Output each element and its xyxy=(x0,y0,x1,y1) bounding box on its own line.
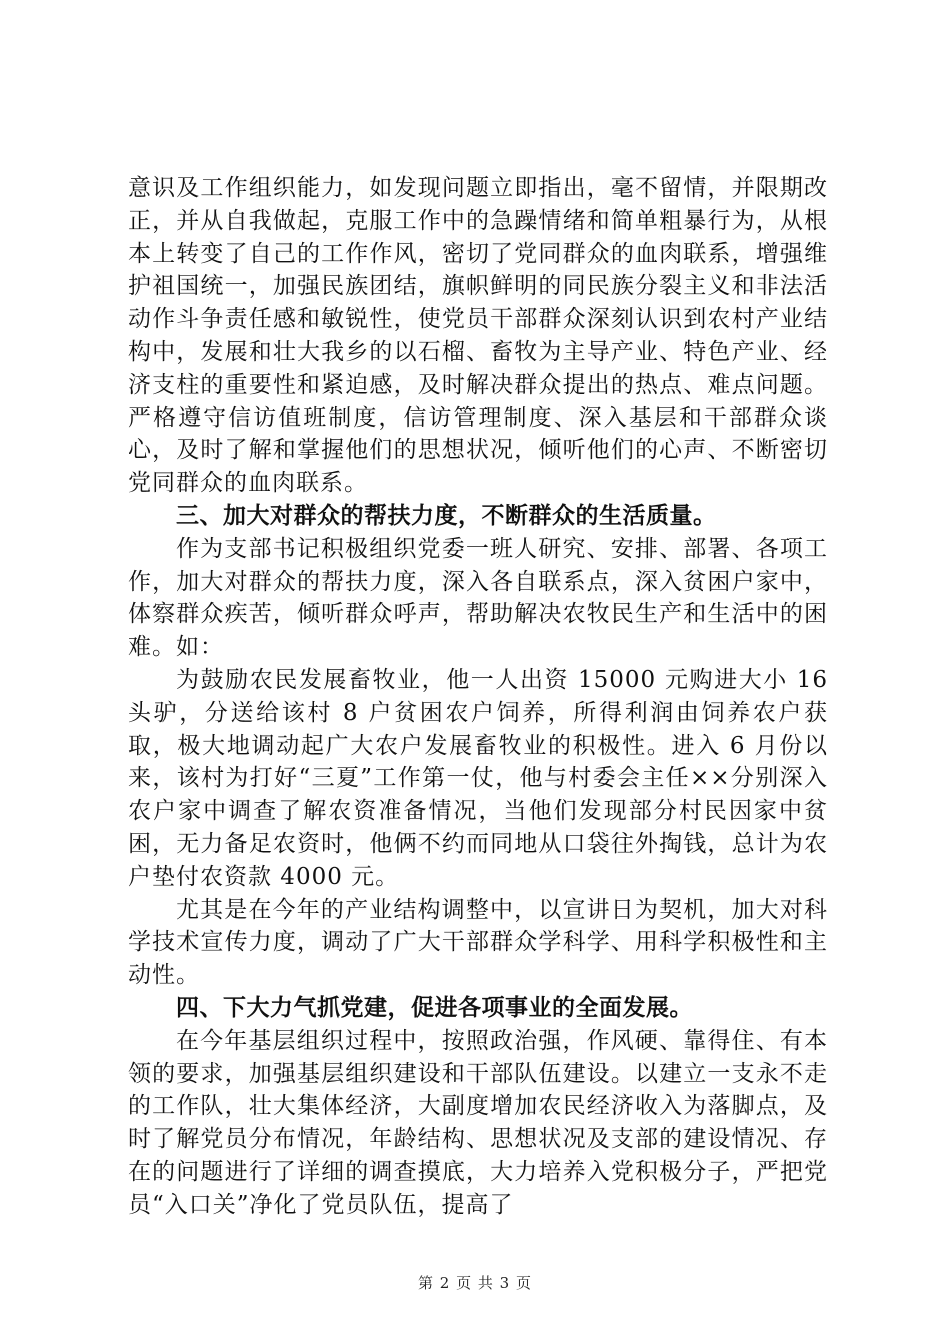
section-heading-3: 三、加大对群众的帮扶力度，不断群众的生活质量。 xyxy=(176,502,717,529)
paragraph-4: 尤其是在今年的产业结构调整中，以宣讲日为契机，加大对科学技术宣传力度，调动了广大干部群众学科学、用科学积极性和主动性。 xyxy=(128,896,828,989)
paragraph-3: 为鼓励农民发展畜牧业，他一人出资 15000 元购进大小 16 头驴，分送给该村 8 户贫困农户饲养，所得利润由饲养农户获取，极大地调动起广大农户发展畜牧业的积极性。进入 6 月份以来，该村为打好“三夏”工作第一仗，他与村委会主任××分别深入农户家中调查了解农资准备情况，当他们发现部分村民因家中贫困，无力备足农资时，他俩不约而同地从口袋往外掏钱，总计为农户垫付农资款 4000 元。 xyxy=(128,666,828,890)
section-heading-4: 四、下大力气抓党建，促进各项事业的全面发展。 xyxy=(176,994,693,1021)
paragraph-2: 作为支部书记积极组织党委一班人研究、安排、部署、各项工作，加大对群众的帮扶力度，深入各自联系点，深入贫困户家中，体察群众疾苦，倾听群众呼声，帮助解决农牧民生产和生活中的困难。如： xyxy=(128,535,828,661)
document-body xyxy=(128,172,828,1222)
paragraph-1: 意识及工作组织能力，如发现问题立即指出，毫不留情，并限期改正，并从自我做起，克服工作中的急躁情绪和简单粗暴行为，从根本上转变了自己的工作作风，密切了党同群众的血肉联系，增强维护祖国统一，加强民族团结，旗帜鲜明的同民族分裂主义和非法活动作斗争责任感和敏锐性，使党员干部群众深刻认识到农村产业结构中，发展和壮大我乡的以石榴、畜牧为主导产业、特色产业、经济支柱的重要性和紧迫感，及时解决群众提出的热点、难点问题。严格遵守信访值班制度，信访管理制度、深入基层和干部群众谈心，及时了解和掌握他们的思想状况，倾听他们的心声、不断密切党同群众的血肉联系。 xyxy=(128,175,828,497)
page-footer: 第 2 页 共 3 页 xyxy=(418,1274,532,1292)
paragraph-5: 在今年基层组织过程中，按照政治强，作风硬、靠得住、有本领的要求，加强基层组织建设和干部队伍建设。以建立一支永不走的工作队，壮大集体经济，大副度增加农民经济收入为落脚点，及时了解党员分布情况，年龄结构、思想状况及支部的建设情况、存在的问题进行了详细的调查摸底，大力培养入党积极分子，严把党员“入口关”净化了党员队伍，提高了 xyxy=(128,1027,828,1218)
